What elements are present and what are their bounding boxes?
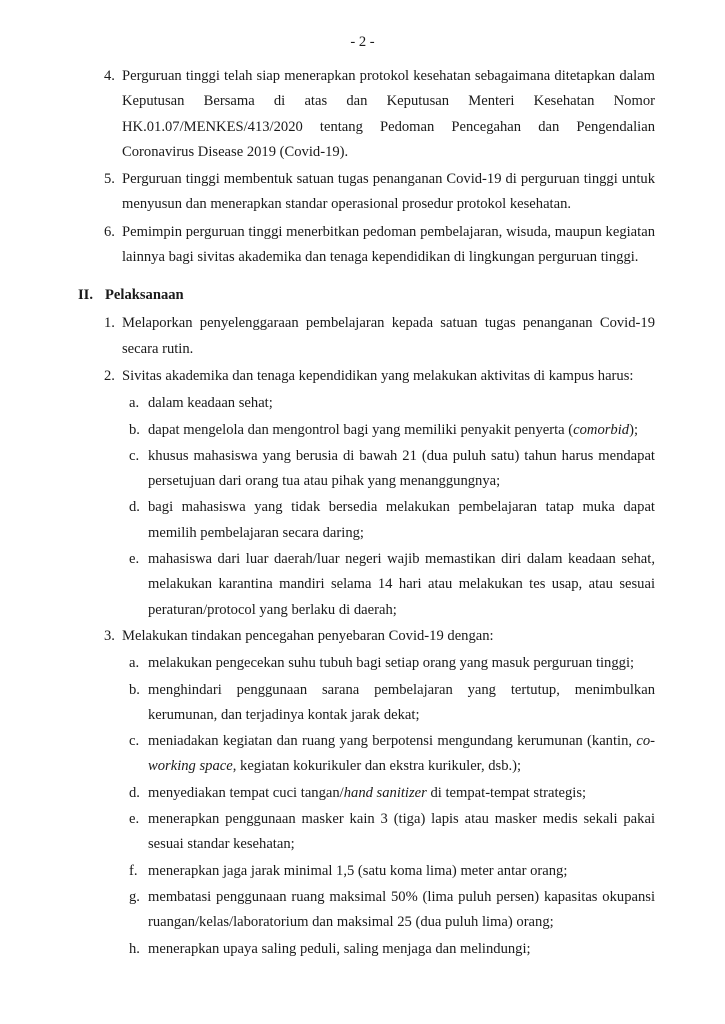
text-segment: menyediakan tempat cuci tangan/ (148, 784, 344, 801)
sub-item-letter: a. (129, 655, 140, 672)
list-item (104, 220, 655, 271)
sub-item-text: membatasi penggunaan ruang maksimal 50% (lima puluh persen) kapasitas okupansi ruangan/kelas/laboratorium dan maksimal 25 (dua puluh lima) orang; (148, 888, 655, 931)
item-text: Perguruan tinggi membentuk satuan tugas penanganan Covid-19 di perguruan tinggi untuk menyusun dan menerapkan standar operasional prosedur protokol kesehatan. (122, 171, 655, 213)
sub-item-text: dalam keadaan sehat; (148, 395, 273, 412)
sub-list-item (129, 651, 655, 676)
sub-item-letter: e. (129, 551, 140, 568)
item-number: 2. (104, 367, 115, 384)
item-number: 5. (104, 171, 115, 188)
sub-item-text: mahasiswa dari luar daerah/luar negeri wajib memastikan diri dalam keadaan sehat, melakukan karantina mandiri selama 14 hari atau melakukan tes usap, atau sesuai peraturan/protocol yang berlaku di daerah; (148, 551, 655, 618)
sub-item-letter: f. (129, 862, 138, 879)
sub-item-text: menerapkan upaya saling peduli, saling menjaga dan melindungi; (148, 940, 531, 957)
item-text: Sivitas akademika dan tenaga kependidikan yang melakukan aktivitas di kampus harus: (122, 367, 634, 384)
italic-term: comorbid (573, 421, 630, 438)
sub-item-text: melakukan pengecekan suhu tubuh bagi setiap orang yang masuk perguruan tinggi; (148, 655, 635, 672)
list-item (104, 311, 655, 362)
text-segment: , kegiatan kokurikuler dan ekstra kurikuler, dsb.); (232, 758, 522, 775)
list-item (104, 364, 655, 389)
sub-item-letter: e. (129, 811, 140, 828)
sub-item-letter: h. (129, 940, 140, 957)
sub-list-item (129, 859, 655, 884)
document-body (0, 64, 725, 963)
item-number: 3. (104, 627, 115, 644)
sub-item-letter: c. (129, 733, 140, 750)
sub-item-letter: g. (129, 888, 140, 905)
sub-list-item (129, 885, 655, 936)
sub-item-letter: d. (129, 784, 140, 801)
sub-list-item (129, 391, 655, 416)
text-segment: meniadakan kegiatan dan ruang yang berpotensi mengundang kerumunan (kantin, (148, 733, 637, 750)
sub-item-text (148, 785, 586, 801)
sub-list-item (129, 444, 655, 495)
sub-item-text: khusus mahasiswa yang berusia di bawah 21 (dua puluh satu) tahun harus mendapat persetujuan dari orang tua atau pihak yang menanggungnya; (148, 447, 655, 490)
text-segment: di tempat-tempat strategis; (426, 784, 587, 801)
sub-list-item (129, 807, 655, 858)
sub-list-item (129, 418, 655, 443)
item-text: Melaporkan penyelenggaraan pembelajaran kepada satuan tugas penanganan Covid-19 secara rutin. (122, 315, 655, 357)
sub-item-text: menghindari penggunaan sarana pembelajaran yang tertutup, menimbulkan kerumunan, dan terjadinya kontak jarak dekat; (148, 681, 655, 723)
sub-list-item (129, 729, 655, 780)
sub-list-item (129, 678, 655, 729)
item-number: 1. (104, 315, 115, 332)
sub-item-letter: a. (129, 395, 140, 412)
sub-item-letter: b. (129, 421, 140, 438)
sub-list-item (129, 781, 655, 806)
item-text: Pemimpin perguruan tinggi menerbitkan pedoman pembelajaran, wisuda, maupun kegiatan lainnya bagi sivitas akademika dan tenaga kependidikan di lingkungan perguruan tinggi. (122, 223, 655, 266)
text-segment: dapat mengelola dan mengontrol bagi yang memiliki penyakit penyerta ( (148, 421, 574, 438)
italic-term: hand sanitizer (343, 784, 427, 801)
section-title: Pelaksanaan (105, 287, 184, 304)
item-number: 6. (104, 223, 115, 240)
sub-item-letter: c. (129, 447, 140, 464)
sub-item-text: bagi mahasiswa yang tidak bersedia melakukan pembelajaran tatap muka dapat memilih pembelajaran secara daring; (148, 499, 655, 541)
sub-item-letter: b. (129, 681, 140, 698)
sub-item-letter: d. (129, 499, 140, 516)
sub-item-text: menerapkan penggunaan masker kain 3 (tiga) lapis atau masker medis sekali pakai sesuai standar kesehatan; (148, 811, 655, 853)
text-segment: ); (629, 421, 638, 438)
list-item (104, 624, 655, 649)
sub-item-text (148, 733, 655, 774)
italic-term: co-working space (148, 733, 655, 775)
list-item (104, 64, 655, 165)
sub-list-item (129, 547, 655, 623)
page-number: - 2 - (350, 34, 375, 50)
sub-list-item (129, 937, 655, 962)
item-text: Melakukan tindakan pencegahan penyebaran Covid-19 dengan: (122, 627, 494, 644)
sub-item-text: menerapkan jaga jarak minimal 1,5 (satu koma lima) meter antar orang; (148, 862, 568, 879)
list-item (104, 167, 655, 218)
sub-item-text (148, 422, 638, 438)
item-text: Perguruan tinggi telah siap menerapkan protokol kesehatan sebagaimana ditetapkan dalam Keputusan Bersama di atas dan Keputusan Menteri Kesehatan Nomor HK.01.07/MENKES/413/2020 tentang Pedoman Pencegahan dan Pengendalian Coronavirus Disease 2019 (Covid-19). (122, 68, 655, 160)
section-heading (78, 283, 725, 308)
sub-list-item (129, 495, 655, 546)
item-number: 4. (104, 68, 115, 84)
section-roman-numeral: II. (78, 287, 94, 304)
